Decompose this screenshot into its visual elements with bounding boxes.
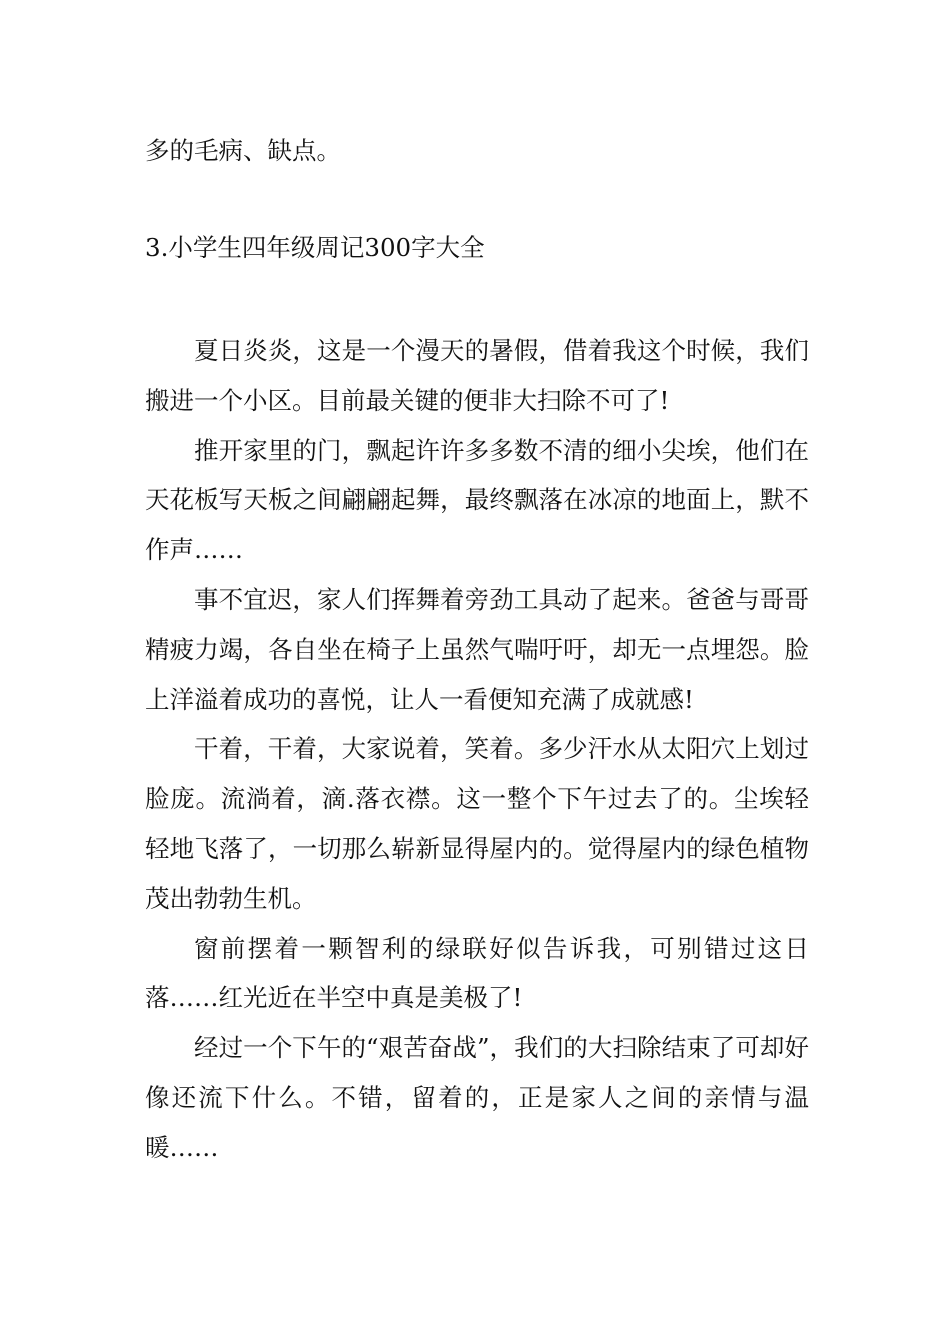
carryover-text: 多的毛病、缺点。 [145, 136, 341, 165]
paragraph-4: 干着，干着，大家说着，笑着。多少汗水从太阳穴上划过脸庞。流淌着，滴.落衣襟。这一整个下午过去了的。尘埃轻轻地飞落了，一切那么崭新显得屋内的。觉得屋内的绿色植物茂出勃勃生机。 [145, 734, 809, 913]
paragraph-3: 事不宜迟，家人们挥舞着旁劲工具动了起来。爸爸与哥哥精疲力竭，各自坐在椅子上虽然气喘吁吁，却无一点埋怨。脸上洋溢着成功的喜悦，让人一看便知充满了成就感! [145, 584, 809, 714]
section-heading: 3.小学生四年级周记300字大全 [145, 233, 485, 262]
paragraph-6: 经过一个下午的“艰苦奋战”，我们的大扫除结束了可却好像还流下什么。不错，留着的，正是家人之间的亲情与温暖…… [145, 1033, 809, 1162]
essay-body [145, 326, 809, 1173]
paragraph-1: 夏日炎炎，这是一个漫天的暑假，借着我这个时候，我们搬进一个小区。目前最关键的便非大扫除不可了! [145, 336, 809, 415]
paragraph-5: 窗前摆着一颗智利的绿联好似告诉我，可别错过这日落……红光近在半空中真是美极了! [145, 933, 809, 1013]
paragraph-2: 推开家里的门，飘起许许多多数不清的细小尖埃，他们在天花板写天板之间翩翩起舞，最终飘落在冰凉的地面上，默不作声…… [145, 435, 809, 565]
